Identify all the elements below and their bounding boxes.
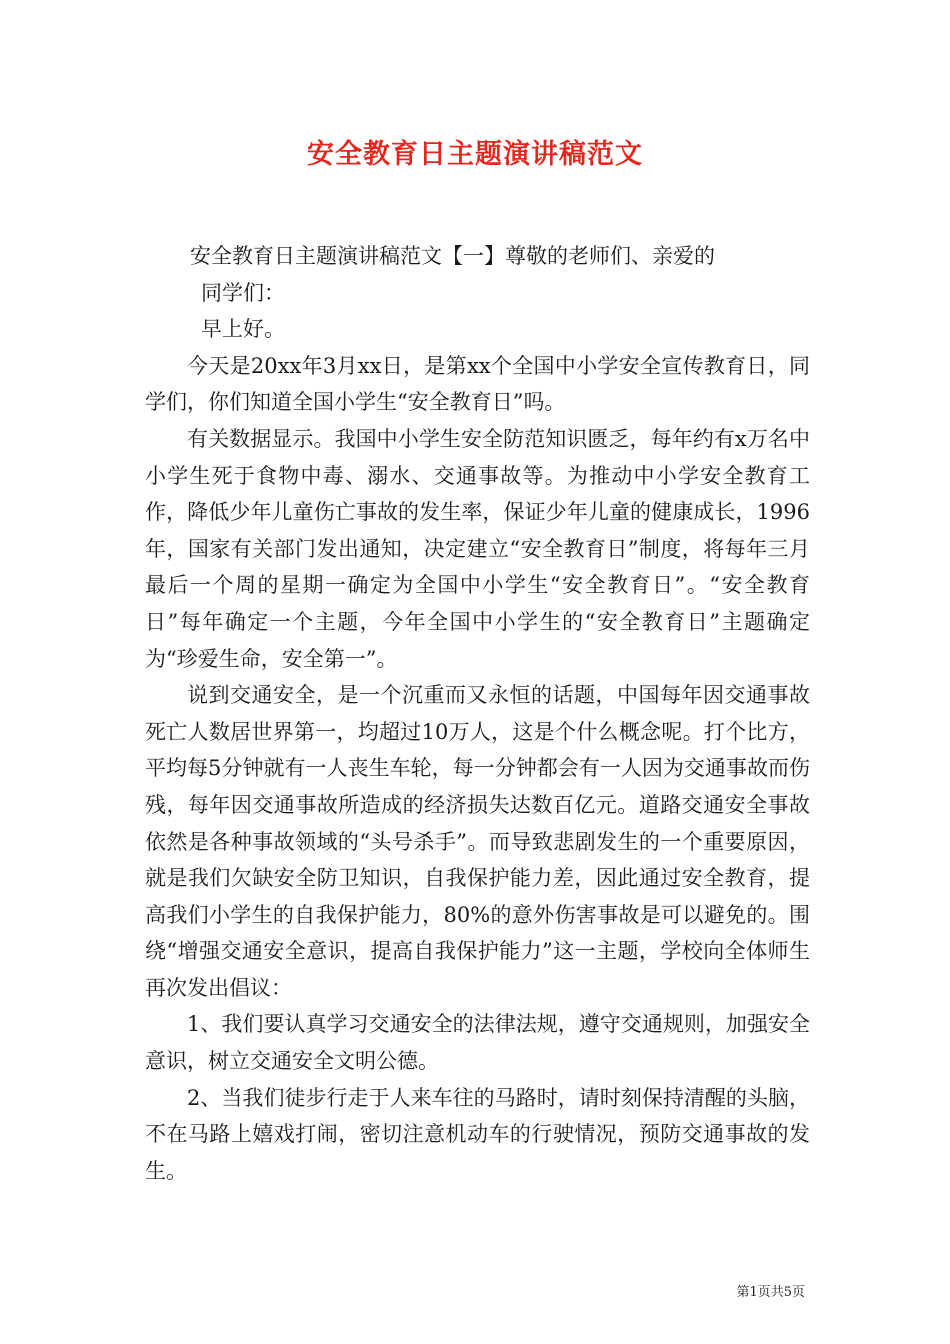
- page-title: 安全教育日主题演讲稿范文: [307, 139, 643, 170]
- section-heading: 安全教育日主题演讲稿范文【一】尊敬的老师们、亲爱的: [190, 244, 715, 268]
- paragraph: 说到交通安全，是一个沉重而又永恒的话题，中国每年因交通事故死亡人数居世界第一，均超过10万人，这是个什么概念呢。打个比方，平均每5分钟就有一人丧生车轮，每一分钟都会有一人因为交通事故而伤残，每年因交通事故所造成的经济损失达数百亿元。道路交通安全事故依然是各种事故领域的“头号杀手”。而导致悲剧发生的一个重要原因，就是我们欠缺安全防卫知识，自我保护能力差，因此通过安全教育，提高我们小学生的自我保护能力，80%的意外伤害事故是可以避免的。围绕“增强交通安全意识，提高自我保护能力”这一主题，学校向全体师生再次发出倡议：: [145, 683, 810, 1000]
- document-body: [145, 238, 810, 1189]
- greeting: 早上好。: [201, 317, 285, 342]
- page-number: 第1页共5页: [736, 1285, 805, 1300]
- paragraph: 今天是20xx年3月xx日，是第xx个全国中小学安全宣传教育日，同学们，你们知道全国小学生“安全教育日”吗。: [145, 353, 810, 415]
- paragraph: 2、当我们徒步行走于人来车往的马路时，请时刻保持清醒的头脑，不在马路上嬉戏打闹，密切注意机动车的行驶情况，预防交通事故的发生。: [145, 1085, 810, 1183]
- salutation: 同学们：: [201, 280, 285, 305]
- paragraph: 有关数据显示。我国中小学生安全防范知识匮乏，每年约有x万名中小学生死于食物中毒、溺水、交通事故等。为推动中小学安全教育工作，降低少年儿童伤亡事故的发生率，保证少年儿童的健康成长，1996年，国家有关部门发出通知，决定建立“安全教育日”制度，将每年三月最后一个周的星期一确定为全国中小学生“安全教育日”。“安全教育日”每年确定一个主题，今年全国中小学生的“安全教育日”主题确定为“珍爱生命，安全第一”。: [145, 426, 810, 671]
- paragraph: 1、我们要认真学习交通安全的法律法规，遵守交通规则，加强安全意识，树立交通安全文明公德。: [145, 1012, 810, 1074]
